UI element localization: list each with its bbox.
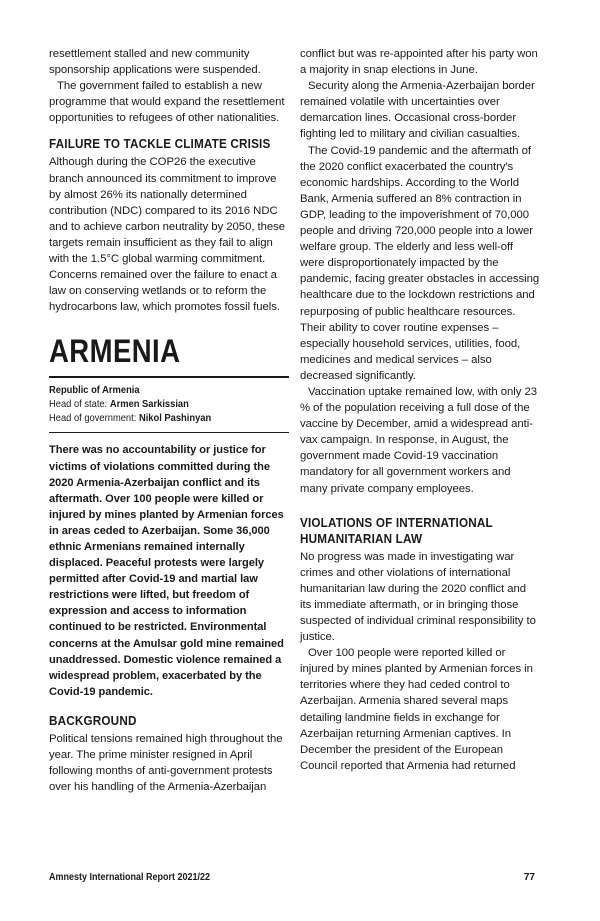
left-column [49,46,289,795]
right-column [300,46,540,774]
page-number: 77 [523,872,535,883]
divider [49,376,289,378]
paragraph: Political tensions remained high throughout the year. The prime minister resigned in April following months of anti-government protests over his handling of the Armenia-Azerbaijan [49,732,283,794]
section-heading-ihl: VIOLATIONS OF INTERNATIONAL HUMANITARIAN LAW [300,514,493,546]
paragraph: The Covid-19 pandemic and the aftermath of the 2020 conflict exacerbated the country's economic hardships. According to the World Bank, Armenia suffered an 8% contraction in GDP, leading to the impoverishment of 70,000 people and driving 720,000 people into a lower welfare group. The elderly and less well-off were disproportionately impacted by the pandemic, facing greater obstacles in accessing healthcare due to the lockdown restrictions and repurposing of public healthcare resources. Their ability to cover routine expenses – especially household services, utilities, food, medicines and medical services – also decreased significantly. [300,144,540,382]
paragraph: conflict but was re-appointed after his party won a majority in snap elections in June. [300,48,538,77]
country-facts [49,384,265,426]
paragraph: Over 100 people were reported killed or injured by mines planted by Armenian forces in territories where they had ceded control to Azerbaijan. Armenia shared several maps detailing landmine fields in exchange for Azerbaijan returning Armenian captives. In December the president of the European Council reported that Armenia had returned [300,647,533,772]
paragraph: No progress was made in investigating war crimes and other violations of international humanitarian law during the 2020 conflict and its immediate aftermath, or in bringing those suspected of individual criminal responsibility to justice. [300,550,536,644]
summary: There was no accountability or justice for victims of violations committed during the 2020 Armenia-Azerbaijan conflict and its aftermath. Over 100 people were killed or injured by mines planted by Armenian forces in areas ceded to Azerbaijan. Some 36,000 ethnic Armenians remained internally displaced. Peaceful protests were largely permitted after Covid-19 and martial law restrictions were lifted, but freedom of expression and access to information continued to be restricted. Environmental concerns at the Amulsar gold mine remained unaddressed. Domestic violence remained a widespread problem, exacerbated by the Covid-19 pandemic. [49,444,284,698]
head-of-state: Head of state: Armen Sarkissian [49,399,189,411]
section-heading-climate: FAILURE TO TACKLE CLIMATE CRISIS [49,136,271,152]
head-of-government: Head of government: Nikol Pashinyan [49,413,212,425]
paragraph: Vaccination uptake remained low, with only 23 % of the population receiving a full dose of the vaccine by December, amid a widespread anti-vax campaign. In response, in August, the government made Covid-19 vaccination mandatory for all government workers and many private company employees. [300,385,537,495]
footer-report-title: Amnesty International Report 2021/22 [49,872,211,883]
section-heading-background: BACKGROUND [49,712,137,728]
paragraph: The government failed to establish a new programme that would expand the resettlement opportunities to refugees of other nationalities. [49,80,285,125]
paragraph: Although during the COP26 the executive branch announced its commitment to improve by almost 26% its nationally determined contribution (NDC) compared to its 2016 NDC and to achieve carbon neutrality by 2050, these targets remain insufficient as they fail to align with the 1.5°C global warming commitment. Concerns remained over the failure to enact a law on conserving wetlands or to reform the hydrocarbons law, which promotes fossil fuels. [49,156,286,314]
divider [49,432,289,433]
paragraph: resettlement stalled and new community sponsorship applications were suspended. [49,48,261,77]
state-name: Republic of Armenia [49,385,140,397]
country-title: ARMENIA [49,333,181,370]
paragraph: Security along the Armenia-Azerbaijan border remained volatile with uncertainties over demarcation lines. Occasional cross-border fighting led to military and civilian casualties. [300,80,535,141]
